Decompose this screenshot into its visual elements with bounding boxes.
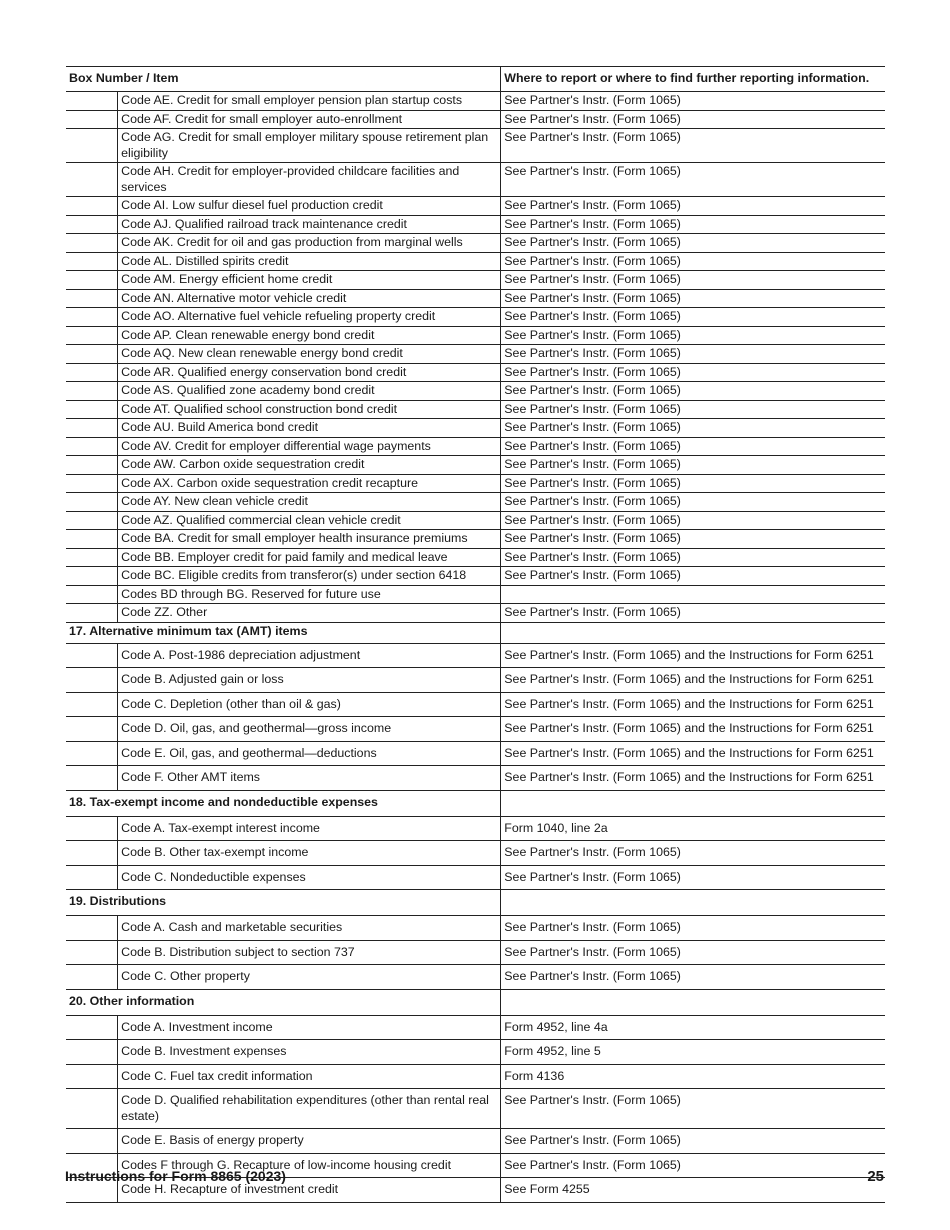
indent-cell — [66, 643, 118, 668]
item-cell: Code AQ. New clean renewable energy bond credit — [118, 345, 501, 364]
where-cell: See Partner's Instr. (Form 1065) and the Instructions for Form 6251 — [501, 741, 885, 766]
item-cell: Code A. Tax-exempt interest income — [118, 816, 501, 841]
where-cell: See Partner's Instr. (Form 1065) — [501, 530, 885, 549]
indent-cell — [66, 456, 118, 475]
where-cell: See Partner's Instr. (Form 1065) — [501, 326, 885, 345]
indent-cell — [66, 163, 118, 197]
item-cell: Code AG. Credit for small employer military spouse retirement plan eligibility — [118, 129, 501, 163]
item-cell: Code H. Recapture of investment credit — [118, 1178, 501, 1203]
item-cell: Code E. Basis of energy property — [118, 1129, 501, 1154]
item-cell: Code AN. Alternative motor vehicle credit — [118, 289, 501, 308]
item-cell: Code C. Depletion (other than oil & gas) — [118, 692, 501, 717]
indent-cell — [66, 271, 118, 290]
where-cell: See Partner's Instr. (Form 1065) — [501, 1089, 885, 1129]
where-cell: See Partner's Instr. (Form 1065) — [501, 419, 885, 438]
where-cell: See Partner's Instr. (Form 1065) — [501, 215, 885, 234]
table-row — [66, 92, 885, 111]
where-cell: See Partner's Instr. (Form 1065) — [501, 604, 885, 623]
table-row — [66, 308, 885, 327]
table-row — [66, 940, 885, 965]
item-cell: Code AZ. Qualified commercial clean vehicle credit — [118, 511, 501, 530]
where-cell: See Partner's Instr. (Form 1065) — [501, 289, 885, 308]
indent-cell — [66, 816, 118, 841]
indent-cell — [66, 1015, 118, 1040]
table-row — [66, 965, 885, 990]
indent-cell — [66, 92, 118, 111]
item-cell: Code C. Nondeductible expenses — [118, 865, 501, 890]
item-cell: Code AE. Credit for small employer pension plan startup costs — [118, 92, 501, 111]
indent-cell — [66, 1064, 118, 1089]
indent-cell — [66, 419, 118, 438]
item-cell: Code BA. Credit for small employer health insurance premiums — [118, 530, 501, 549]
instructions-table — [66, 66, 885, 1203]
item-cell: Code AV. Credit for employer differential wage payments — [118, 437, 501, 456]
table-row — [66, 163, 885, 197]
item-cell: Code AM. Energy efficient home credit — [118, 271, 501, 290]
item-cell: Code AH. Credit for employer-provided childcare facilities and services — [118, 163, 501, 197]
item-cell: Code B. Investment expenses — [118, 1040, 501, 1065]
item-cell: Code C. Fuel tax credit information — [118, 1064, 501, 1089]
where-cell: See Partner's Instr. (Form 1065) — [501, 493, 885, 512]
item-cell: Code AF. Credit for small employer auto-enrollment — [118, 110, 501, 129]
where-cell: See Partner's Instr. (Form 1065) — [501, 252, 885, 271]
table-row — [66, 363, 885, 382]
section-empty-cell — [501, 622, 885, 643]
table-row — [66, 382, 885, 401]
indent-cell — [66, 382, 118, 401]
item-cell: Code BB. Employer credit for paid family and medical leave — [118, 548, 501, 567]
item-cell: Code B. Adjusted gain or loss — [118, 668, 501, 693]
where-cell: See Partner's Instr. (Form 1065) — [501, 1153, 885, 1178]
indent-cell — [66, 585, 118, 604]
where-cell: See Partner's Instr. (Form 1065) — [501, 271, 885, 290]
section-empty-cell — [501, 989, 885, 1015]
table-header-row — [66, 67, 885, 92]
section-header-row — [66, 989, 885, 1015]
item-cell: Code B. Distribution subject to section 737 — [118, 940, 501, 965]
item-cell: Code AX. Carbon oxide sequestration credit recapture — [118, 474, 501, 493]
where-cell: See Partner's Instr. (Form 1065) — [501, 400, 885, 419]
where-cell: See Partner's Instr. (Form 1065) — [501, 345, 885, 364]
table-row — [66, 493, 885, 512]
indent-cell — [66, 1129, 118, 1154]
item-cell: Code BC. Eligible credits from transferor(s) under section 6418 — [118, 567, 501, 586]
where-cell: See Partner's Instr. (Form 1065) — [501, 940, 885, 965]
item-cell: Code ZZ. Other — [118, 604, 501, 623]
item-cell: Code A. Investment income — [118, 1015, 501, 1040]
item-cell: Code AY. New clean vehicle credit — [118, 493, 501, 512]
where-cell: See Partner's Instr. (Form 1065) — [501, 965, 885, 990]
item-cell: Code AK. Credit for oil and gas production from marginal wells — [118, 234, 501, 253]
where-cell: See Partner's Instr. (Form 1065) — [501, 234, 885, 253]
where-cell: See Partner's Instr. (Form 1065) — [501, 437, 885, 456]
table-row — [66, 197, 885, 216]
page-number: 25 — [867, 1168, 884, 1185]
table-row — [66, 1040, 885, 1065]
indent-cell — [66, 940, 118, 965]
item-cell: Code D. Qualified rehabilitation expenditures (other than rental real estate) — [118, 1089, 501, 1129]
indent-cell — [66, 493, 118, 512]
table-row — [66, 643, 885, 668]
table-row — [66, 692, 885, 717]
indent-cell — [66, 197, 118, 216]
table-row — [66, 604, 885, 623]
item-cell: Code AP. Clean renewable energy bond credit — [118, 326, 501, 345]
table-row — [66, 419, 885, 438]
where-cell: See Partner's Instr. (Form 1065) — [501, 1129, 885, 1154]
item-cell: Code AT. Qualified school construction bond credit — [118, 400, 501, 419]
indent-cell — [66, 965, 118, 990]
table-row — [66, 1064, 885, 1089]
where-cell: See Partner's Instr. (Form 1065) — [501, 110, 885, 129]
table-row — [66, 1015, 885, 1040]
section-header-row — [66, 790, 885, 816]
table-row — [66, 865, 885, 890]
indent-cell — [66, 717, 118, 742]
indent-cell — [66, 548, 118, 567]
where-cell: See Partner's Instr. (Form 1065) — [501, 916, 885, 941]
header-where-to-report: Where to report or where to find further reporting information. — [501, 67, 885, 92]
table-row — [66, 841, 885, 866]
indent-cell — [66, 1089, 118, 1129]
item-cell: Code AI. Low sulfur diesel fuel production credit — [118, 197, 501, 216]
where-cell: See Partner's Instr. (Form 1065) and the Instructions for Form 6251 — [501, 668, 885, 693]
where-cell: Form 4952, line 5 — [501, 1040, 885, 1065]
item-cell: Code AL. Distilled spirits credit — [118, 252, 501, 271]
where-cell: See Partner's Instr. (Form 1065) — [501, 129, 885, 163]
table-row — [66, 110, 885, 129]
indent-cell — [66, 110, 118, 129]
table-row — [66, 1089, 885, 1129]
item-cell: Code E. Oil, gas, and geothermal—deductions — [118, 741, 501, 766]
item-cell: Code B. Other tax-exempt income — [118, 841, 501, 866]
table-row — [66, 456, 885, 475]
table-row — [66, 326, 885, 345]
where-cell: See Partner's Instr. (Form 1065) — [501, 197, 885, 216]
table-row — [66, 129, 885, 163]
section-title: 17. Alternative minimum tax (AMT) items — [66, 622, 501, 643]
table-row — [66, 437, 885, 456]
table-row — [66, 345, 885, 364]
item-cell: Code AJ. Qualified railroad track maintenance credit — [118, 215, 501, 234]
where-cell: See Partner's Instr. (Form 1065) — [501, 841, 885, 866]
indent-cell — [66, 692, 118, 717]
indent-cell — [66, 841, 118, 866]
table-row — [66, 717, 885, 742]
table-row — [66, 252, 885, 271]
item-cell: Code A. Cash and marketable securities — [118, 916, 501, 941]
section-title: 20. Other information — [66, 989, 501, 1015]
where-cell: See Partner's Instr. (Form 1065) — [501, 474, 885, 493]
indent-cell — [66, 345, 118, 364]
table-row — [66, 567, 885, 586]
indent-cell — [66, 289, 118, 308]
table-row — [66, 585, 885, 604]
section-title: 18. Tax-exempt income and nondeductible expenses — [66, 790, 501, 816]
indent-cell — [66, 530, 118, 549]
where-cell: See Partner's Instr. (Form 1065) and the Instructions for Form 6251 — [501, 692, 885, 717]
table-row — [66, 916, 885, 941]
where-cell: See Partner's Instr. (Form 1065) — [501, 308, 885, 327]
where-cell: See Partner's Instr. (Form 1065) — [501, 567, 885, 586]
table-row — [66, 271, 885, 290]
item-cell: Code AU. Build America bond credit — [118, 419, 501, 438]
item-cell: Code D. Oil, gas, and geothermal—gross income — [118, 717, 501, 742]
where-cell: See Partner's Instr. (Form 1065) — [501, 382, 885, 401]
indent-cell — [66, 865, 118, 890]
item-cell: Code AO. Alternative fuel vehicle refueling property credit — [118, 308, 501, 327]
item-cell: Code F. Other AMT items — [118, 766, 501, 791]
indent-cell — [66, 308, 118, 327]
indent-cell — [66, 234, 118, 253]
where-cell: See Partner's Instr. (Form 1065) — [501, 511, 885, 530]
indent-cell — [66, 1040, 118, 1065]
where-cell: See Partner's Instr. (Form 1065) — [501, 363, 885, 382]
table-row — [66, 530, 885, 549]
where-cell: See Partner's Instr. (Form 1065) and the Instructions for Form 6251 — [501, 643, 885, 668]
indent-cell — [66, 252, 118, 271]
table-row — [66, 474, 885, 493]
item-cell: Code C. Other property — [118, 965, 501, 990]
where-cell: See Partner's Instr. (Form 1065) and the Instructions for Form 6251 — [501, 766, 885, 791]
where-cell: See Partner's Instr. (Form 1065) — [501, 92, 885, 111]
item-cell: Code AS. Qualified zone academy bond credit — [118, 382, 501, 401]
indent-cell — [66, 363, 118, 382]
table-row — [66, 766, 885, 791]
indent-cell — [66, 567, 118, 586]
indent-cell — [66, 129, 118, 163]
table-row — [66, 511, 885, 530]
table-row — [66, 289, 885, 308]
footer-form-title: Instructions for Form 8865 (2023) — [65, 1168, 286, 1184]
table-row — [66, 548, 885, 567]
where-cell: Form 4952, line 4a — [501, 1015, 885, 1040]
indent-cell — [66, 511, 118, 530]
item-cell: Codes F through G. Recapture of low-income housing credit — [118, 1153, 501, 1178]
item-cell: Code A. Post-1986 depreciation adjustment — [118, 643, 501, 668]
indent-cell — [66, 474, 118, 493]
indent-cell — [66, 741, 118, 766]
where-cell: See Partner's Instr. (Form 1065) and the Instructions for Form 6251 — [501, 717, 885, 742]
where-cell: Form 4136 — [501, 1064, 885, 1089]
indent-cell — [66, 916, 118, 941]
item-cell: Code AR. Qualified energy conservation bond credit — [118, 363, 501, 382]
table-row — [66, 400, 885, 419]
indent-cell — [66, 437, 118, 456]
item-cell: Code AW. Carbon oxide sequestration credit — [118, 456, 501, 475]
table-row — [66, 816, 885, 841]
item-cell: Codes BD through BG. Reserved for future use — [118, 585, 501, 604]
section-title: 19. Distributions — [66, 890, 501, 916]
indent-cell — [66, 400, 118, 419]
section-header-row — [66, 890, 885, 916]
where-cell: See Partner's Instr. (Form 1065) — [501, 456, 885, 475]
where-cell: See Partner's Instr. (Form 1065) — [501, 548, 885, 567]
indent-cell — [66, 215, 118, 234]
indent-cell — [66, 668, 118, 693]
where-cell: See Partner's Instr. (Form 1065) — [501, 865, 885, 890]
indent-cell — [66, 326, 118, 345]
indent-cell — [66, 766, 118, 791]
table-row — [66, 215, 885, 234]
table-row — [66, 741, 885, 766]
indent-cell — [66, 604, 118, 623]
table-row — [66, 234, 885, 253]
header-box-number: Box Number / Item — [66, 67, 501, 92]
where-cell: See Form 4255 — [501, 1178, 885, 1203]
table-row — [66, 1129, 885, 1154]
section-header-row — [66, 622, 885, 643]
where-cell: See Partner's Instr. (Form 1065) — [501, 163, 885, 197]
where-cell: Form 1040, line 2a — [501, 816, 885, 841]
table-row — [66, 668, 885, 693]
where-cell — [501, 585, 885, 604]
section-empty-cell — [501, 890, 885, 916]
section-empty-cell — [501, 790, 885, 816]
